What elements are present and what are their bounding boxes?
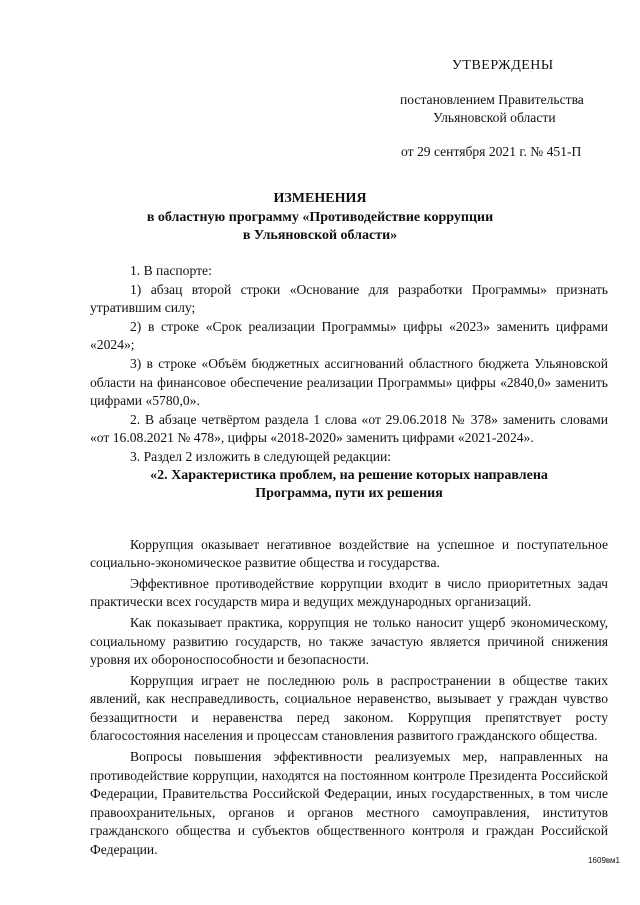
heading-line-1: ИЗМЕНЕНИЯ — [273, 191, 367, 206]
decree-line-1: постановлением Правительства — [400, 92, 584, 107]
section-paragraph: Как показывает практика, коррупция не только наносит ущерб экономическому, социальному развитию государств, но также зачастую является причиной снижения уровня их обороноспособности и безопасности. — [90, 614, 608, 668]
item-1: 1. В паспорте: — [130, 263, 212, 278]
section-title-line-2: Программа, пути их решения — [255, 485, 443, 501]
document-heading — [100, 190, 540, 246]
section-2-title — [90, 467, 608, 503]
section-paragraph: Коррупция оказывает негативное воздействие на успешное и поступательное социально-экономическое развитие общества и государства. — [90, 536, 608, 571]
item-1-3: 3) в строке «Объём бюджетных ассигнований областного бюджета Ульяновской области на финансовое обеспечение реализации Программы» цифры «2840,0» заменить цифрами «5780,0». — [90, 355, 608, 409]
heading-line-2: в областную программу «Противодействие коррупции — [146, 209, 494, 225]
approved-label: УТВЕРЖДЕНЫ — [452, 58, 554, 73]
heading-line-3: в Ульяновской области» — [242, 228, 398, 243]
document-body — [90, 262, 608, 860]
decree-date-number: от 29 сентября 2021 г. № 451-П — [401, 144, 582, 159]
item-2: 2. В абзаце четвёртом раздела 1 слова «от 29.06.2018 № 378» заменить словами «от 16.08.2021 № 478», цифры «2018-2020» заменить цифрами «2021-2024». — [90, 411, 608, 446]
section-paragraph: Коррупция играет не последнюю роль в распространении в обществе таких явлений, как несправедливость, социальное неравенство, вызывает у граждан чувство беззащитности и неравенства перед законом. Коррупция препятствует росту благосостояния населения и процессам становления развитого гражданского общества. — [90, 672, 608, 744]
section-title-line-1: «2. Характеристика проблем, на решение которых направлена — [150, 467, 548, 483]
item-1-2: 2) в строке «Срок реализации Программы» цифры «2023» заменить цифрами «2024»; — [90, 318, 608, 353]
footer-code: 1609вм1 — [588, 856, 620, 865]
section-paragraph: Эффективное противодействие коррупции входит в число приоритетных задач практически всех государств мира и ведущих международных организаций. — [90, 575, 608, 610]
decree-line-2: Ульяновской области — [433, 110, 556, 125]
item-1-1: 1) абзац второй строки «Основание для разработки Программы» признать утратившим силу; — [90, 281, 608, 316]
item-3: 3. Раздел 2 изложить в следующей редакции: — [130, 448, 392, 464]
section-paragraph: Вопросы повышения эффективности реализуемых мер, направленных на противодействие коррупции, находятся на постоянном контроле Президента Российской Федерации, Правительства Российской Федерации, иных государственных, в том числе правоохранительных, органов и органов местного самоуправления, институтов гражданского общества и субъектов общественного контроля и граждан Российской Федерации. — [90, 749, 608, 858]
